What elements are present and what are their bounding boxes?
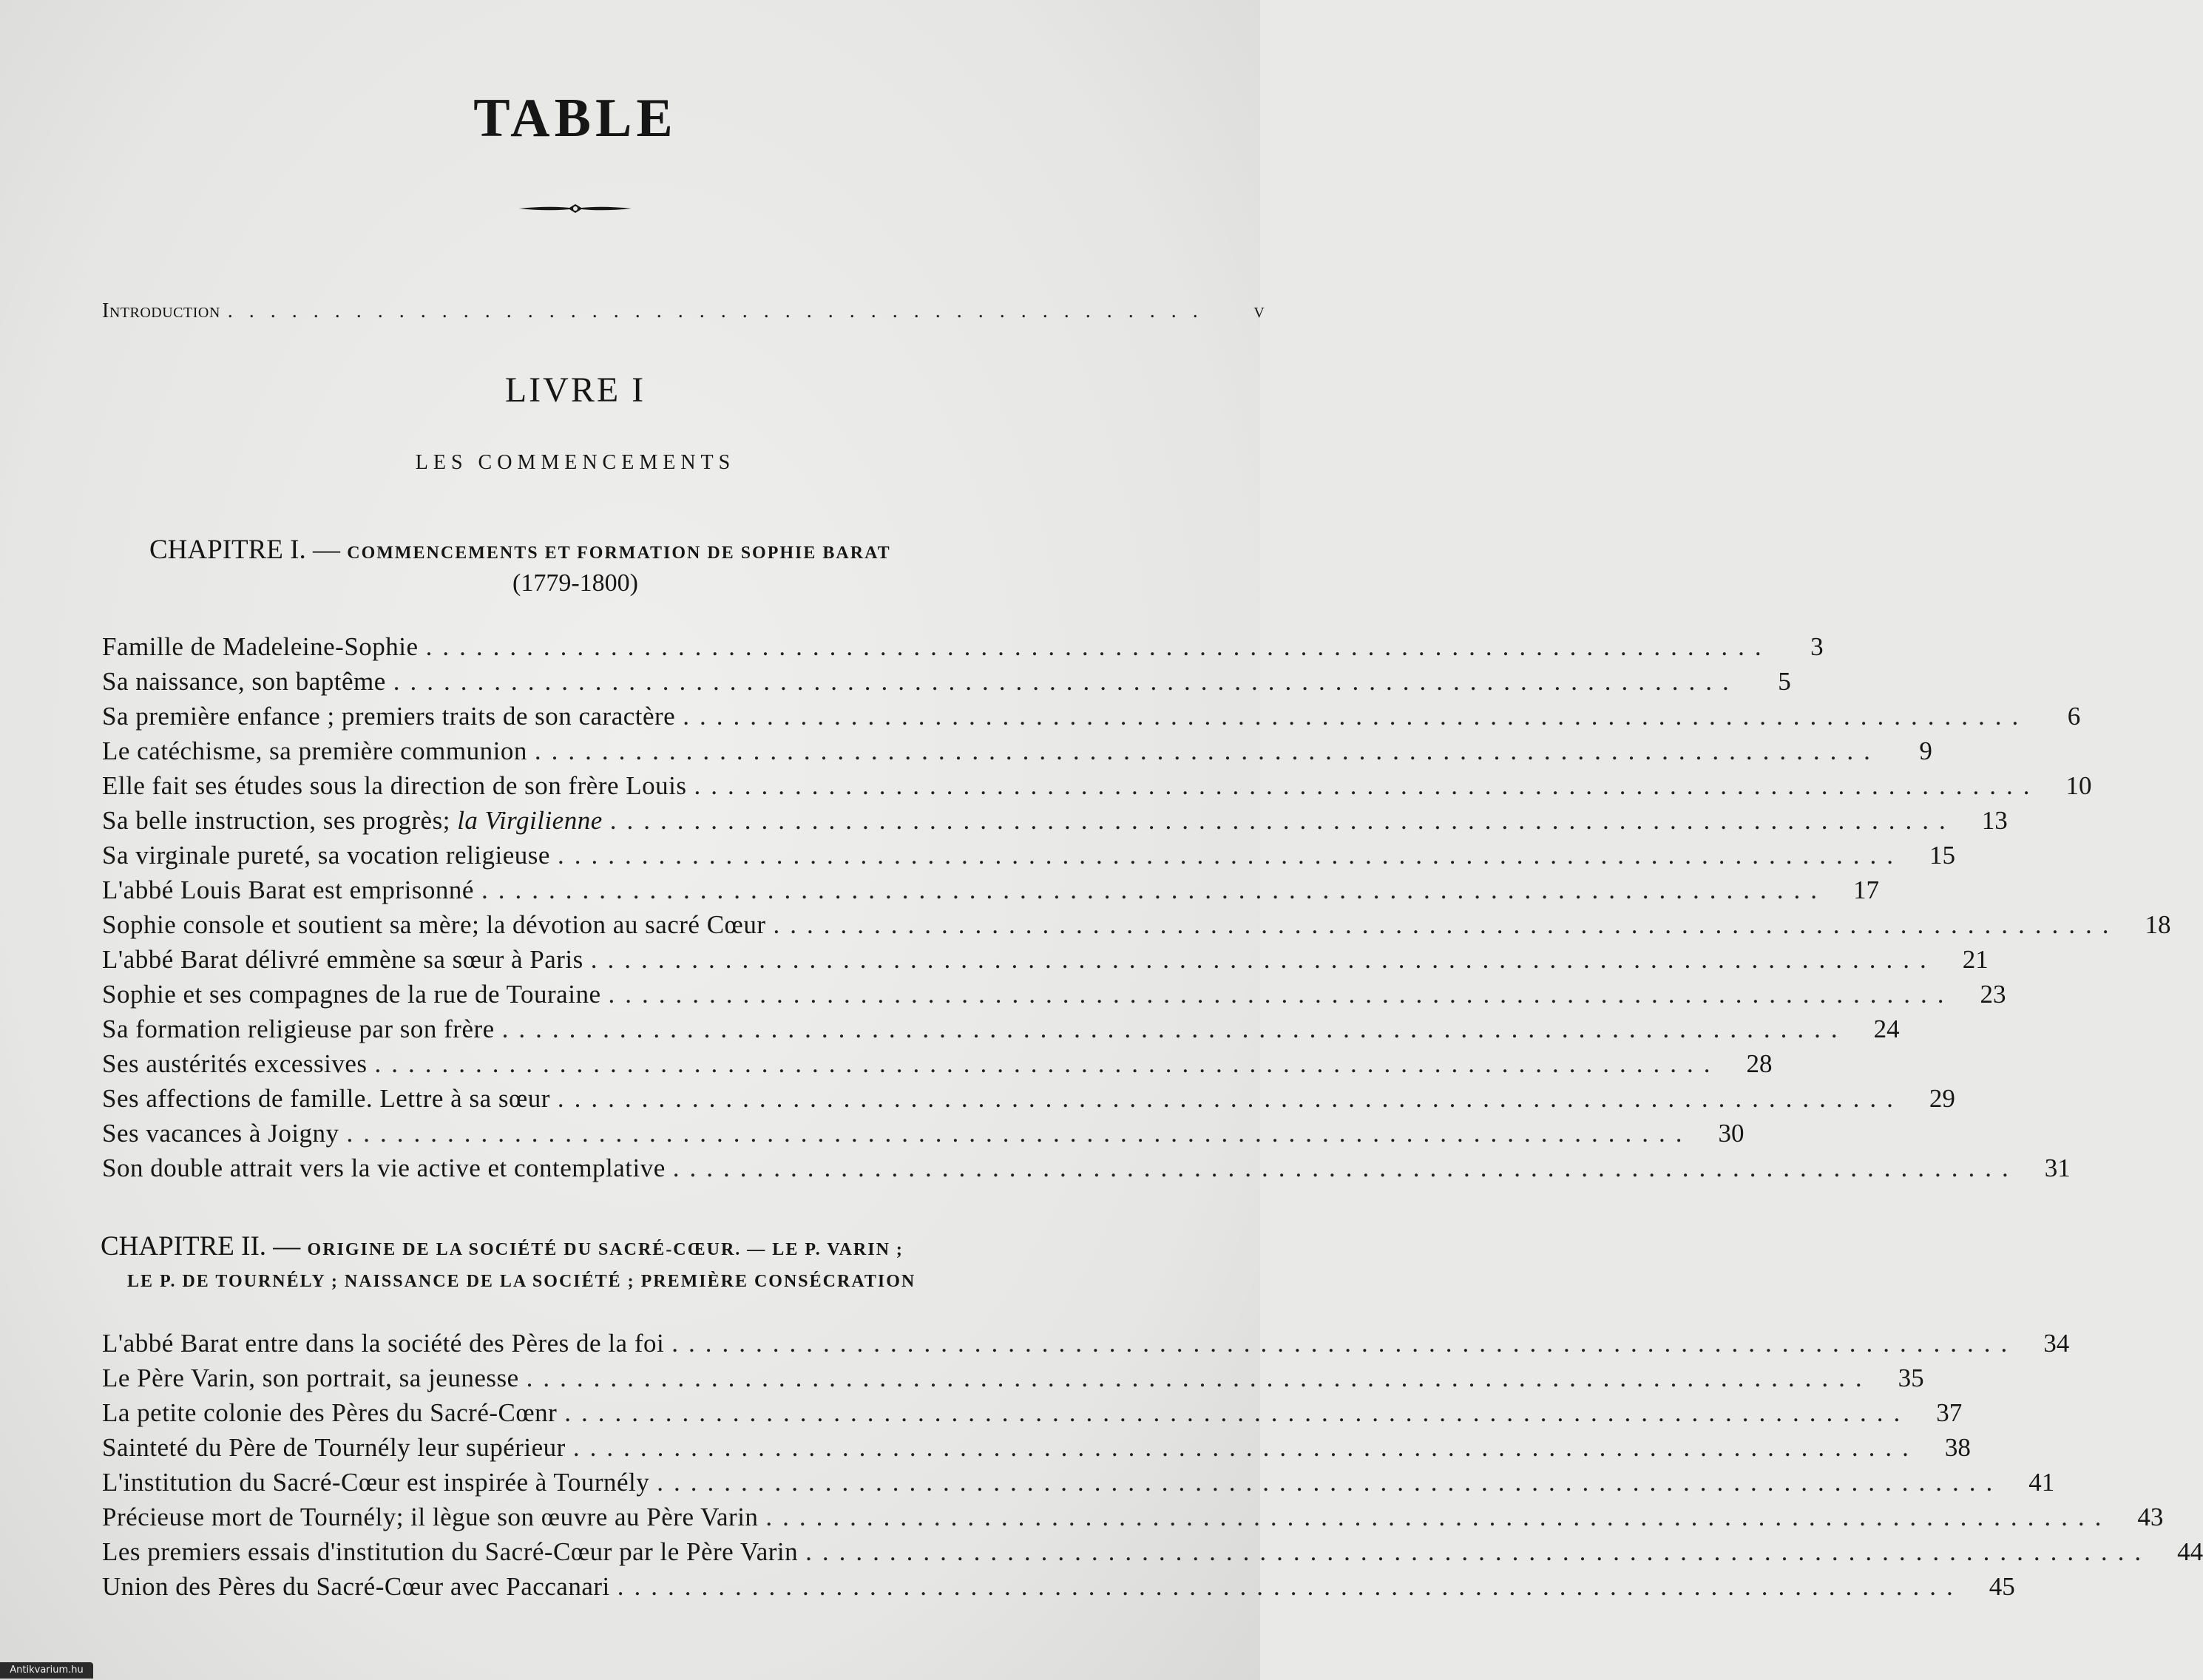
toc-entry-page: 23 [1980,980,2006,1009]
toc-entry-label: Sainteté du Père de Tournély leur supérieur [102,1433,566,1462]
toc-entry-label: Sa belle instruction, ses progrès; la Virgilienne [102,806,603,835]
ornament-divider-icon [518,201,633,216]
toc-entry [102,1047,1773,1081]
toc-entry [102,1082,1955,1116]
toc-entry-page: 41 [2028,1468,2055,1497]
leader-dots: ................................................................................ [694,771,2040,800]
leader-dots: ................................................................................ [609,806,1956,835]
leader-dots: ................................................................................ [608,980,1955,1009]
chapter-2-prefix: CHAPITRE II. — [101,1231,301,1261]
toc-entry-label: Sa formation religieuse par son frère [102,1015,495,1043]
leader-dots: ................................................................................ [572,1433,1919,1462]
leader-dots: ................................................................................ [683,702,2029,731]
toc-entry-page: 37 [1936,1398,1963,1427]
toc-entry-page: 21 [1962,945,1989,974]
toc-entry [102,630,1824,664]
chapter-1-prefix: CHAPITRE I. — [149,535,340,565]
toc-entry-label: Son double attrait vers la vie active et contemplative [102,1154,666,1182]
toc-entry [102,943,1989,977]
leader-dots: ................................................................................ [526,1364,1872,1392]
toc-entry [102,1151,2071,1185]
toc-entry-introduction [102,294,1266,328]
toc-entry-page: 31 [2044,1154,2071,1182]
leader-dots: ................................................................................ [481,875,1827,904]
toc-entry [102,1012,1900,1046]
toc-entry [102,1327,2070,1361]
leader-dots: ................................................................................ [534,736,1881,765]
toc-entry-page: 9 [1919,736,1932,765]
leader-dots: ................................................................................ [374,1049,1721,1078]
leader-dots: ................................................................................ [672,1154,2019,1182]
toc-entry-page: 35 [1898,1364,1924,1392]
toc-entry-label: Le Père Varin, son portrait, sa jeunesse [102,1364,519,1392]
toc-entry-label: Sophie console et soutient sa mère; la dévotion au sacré Cœur [102,910,766,939]
leader-dots: ................................................................................ [346,1119,1693,1148]
toc-entry-label: Sa première enfance ; premiers traits de son caractère [102,702,676,731]
toc-entry-label: Ses affections de famille. Lettre à sa sœur [102,1084,550,1113]
toc-entry [102,700,2081,734]
toc-entry-label: L'institution du Sacré-Cœur est inspirée à Tournély [102,1468,650,1497]
toc-entry-label: Union des Pères du Sacré-Cœur avec Paccanari [102,1572,610,1601]
toc-entry [102,1500,2164,1534]
leader-dots: ................................................................................ [590,945,1937,974]
toc-entry [102,1535,2203,1569]
chapter-2-heading [101,1230,904,1262]
chapter-1-title: COMMENCEMENTS ET FORMATION DE SOPHIE BARAT [347,543,891,563]
toc-entry-page: 29 [1929,1084,1955,1113]
toc-entry [102,1396,1963,1430]
toc-entry-label: Ses vacances à Joigny [102,1119,339,1148]
toc-entry-page: 6 [2067,702,2081,731]
toc-entry [102,908,2171,942]
toc-entry-label: Le catéchisme, sa première communion [102,736,527,765]
leader-dots: ................................................................................ [557,1084,1903,1113]
leader-dots: ................................................................................ [393,667,1739,696]
chapter-2-title-line1: ORIGINE DE LA SOCIÉTÉ DU SACRÉ-CŒUR. — LE P. VARIN ; [307,1240,904,1259]
leader-dots: ................................................................................ [557,841,1903,870]
toc-entry [102,734,1932,768]
toc-entry-page: 10 [2065,771,2092,800]
toc-entry [102,804,2008,838]
toc-entry-label: Sa virginale pureté, sa vocation religieuse [102,841,550,870]
book-part-title: LIVRE I [504,370,646,410]
leader-dots: ................................................................................ [773,910,2119,939]
toc-entry-page: 45 [1989,1572,2015,1601]
toc-entry [102,1466,2055,1500]
toc-entry-page: 34 [2043,1329,2070,1358]
leader-dots: ................................................................................ [671,1329,2018,1358]
leader-dots: ................................................................................ [805,1537,2152,1566]
chapter-2-title-line2: LE P. DE TOURNÉLY ; NAISSANCE DE LA SOCIÉTÉ ; PREMIÈRE CONSÉCRATION [127,1272,916,1291]
toc-entry-label: L'abbé Louis Barat est emprisonné [102,875,474,904]
leader-dots: ................................................................................ [657,1468,2003,1497]
toc-entry [102,978,2006,1012]
leader-dots: ................................................................................ [765,1503,2112,1531]
toc-entry [102,1431,1971,1465]
leader-dots: ................................................................................ [501,1015,1848,1043]
toc-entry-page: v [1253,299,1266,322]
book-part-subtitle: LES COMMENCEMENTS [415,451,736,474]
toc-entry-page: 30 [1718,1119,1745,1148]
leader-dots: .............................................. [227,299,1214,322]
toc-entry-page: 18 [2145,910,2171,939]
toc-entry-page: 3 [1810,632,1824,661]
toc-entry [102,1570,2015,1604]
toc-entry-label: La petite colonie des Pères du Sacré-Cœnr [102,1398,558,1427]
toc-entry-label: Sophie et ses compagnes de la rue de Touraine [102,980,601,1009]
toc-entry-label: Famille de Madeleine-Sophie [102,632,419,661]
toc-entry-label: Elle fait ses études sous la direction de son frère Louis [102,771,687,800]
chapter-1-dates: (1779-1800) [512,569,638,597]
toc-entry [102,873,1879,907]
toc-entry-label-italic: la Virgilienne [457,806,603,835]
watermark: Antikvarium.hu [0,1662,93,1679]
toc-entry-page: 5 [1778,667,1791,696]
toc-entry-label: Les premiers essais d'institution du Sacré-Cœur par le Père Varin [102,1537,799,1566]
toc-entry [102,1117,1745,1151]
leader-dots: ................................................................................ [564,1398,1911,1427]
chapter-1-heading [149,534,891,566]
toc-entry [102,1361,1924,1395]
toc-entry-page: 13 [1981,806,2008,835]
toc-entry-page: 24 [1873,1015,1900,1043]
toc-entry-page: 44 [2177,1537,2203,1566]
toc-entry-label: Précieuse mort de Tournély; il lègue son œuvre au Père Varin [102,1503,759,1531]
toc-entry-page: 15 [1929,841,1955,870]
toc-entry [102,769,2092,803]
toc-entry-page: 28 [1746,1049,1773,1078]
toc-entry-label: L'abbé Barat délivré emmène sa sœur à Paris [102,945,583,974]
toc-entry-label: L'abbé Barat entre dans la société des Pères de la foi [102,1329,665,1358]
leader-dots: ................................................................................ [425,632,1772,661]
toc-entry-page: 43 [2137,1503,2164,1531]
toc-entry-label: Sa naissance, son baptême [102,667,386,696]
toc-entry [102,665,1791,699]
toc-entry [102,839,1955,873]
toc-entry-label: Introduction [102,299,220,322]
page-title: TABLE [473,88,677,149]
toc-entry-label: Ses austérités excessives [102,1049,368,1078]
toc-entry-page: 38 [1944,1433,1971,1462]
leader-dots: ................................................................................ [617,1572,1963,1601]
toc-entry-page: 17 [1852,875,1879,904]
